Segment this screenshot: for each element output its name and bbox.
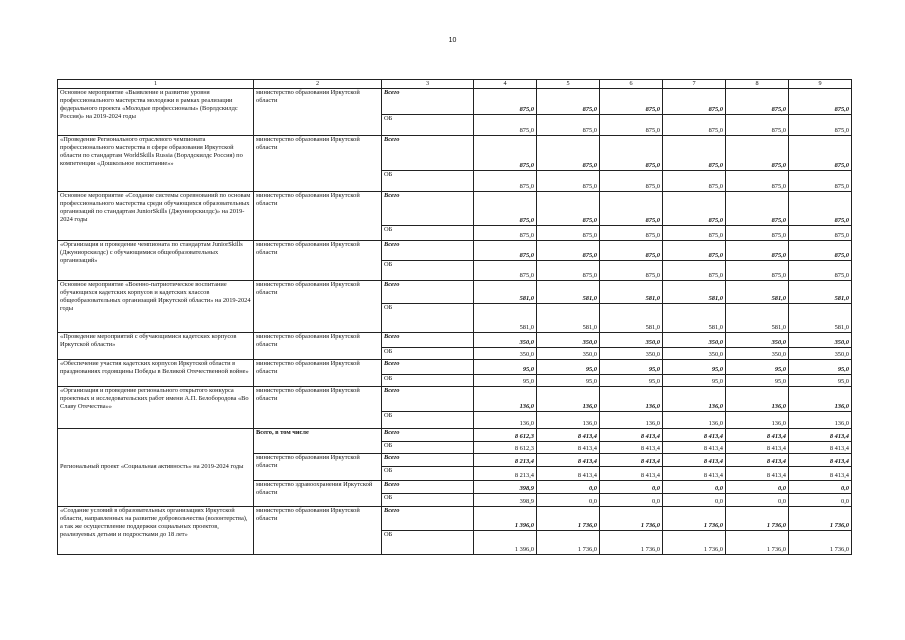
value-ob: 136,0 <box>474 411 537 428</box>
value-ob: 875,0 <box>663 225 726 240</box>
value-total: 136,0 <box>789 386 852 411</box>
value-total: 875,0 <box>726 191 789 225</box>
value-ob: 8 413,4 <box>663 441 726 453</box>
value-total: 8 413,4 <box>789 428 852 441</box>
value-total: 0,0 <box>789 480 852 493</box>
value-total: 875,0 <box>600 240 663 260</box>
value-ob: 875,0 <box>663 114 726 135</box>
value-ob: 875,0 <box>537 260 600 280</box>
funding-type-label: ОБ <box>382 260 474 280</box>
value-ob: 350,0 <box>537 347 600 359</box>
value-total: 875,0 <box>474 135 537 170</box>
value-ob: 875,0 <box>789 225 852 240</box>
funding-type-label: Всего <box>382 191 474 225</box>
value-ob: 350,0 <box>726 347 789 359</box>
value-total: 8 413,4 <box>726 428 789 441</box>
value-ob: 8 413,4 <box>537 466 600 480</box>
value-total: 8 413,4 <box>726 453 789 466</box>
funding-type-label: Всего <box>382 135 474 170</box>
funding-type-label: ОБ <box>382 441 474 453</box>
value-total: 1 736,0 <box>663 506 726 530</box>
value-total: 875,0 <box>726 240 789 260</box>
value-ob: 8 413,4 <box>537 441 600 453</box>
value-ob: 875,0 <box>474 170 537 191</box>
value-ob: 0,0 <box>726 493 789 506</box>
value-total: 8 413,4 <box>600 453 663 466</box>
value-total: 95,0 <box>537 359 600 374</box>
value-ob: 95,0 <box>600 374 663 386</box>
funding-type-label: Всего <box>382 480 474 493</box>
value-ob: 875,0 <box>600 114 663 135</box>
funding-type-label: ОБ <box>382 466 474 480</box>
value-ob: 875,0 <box>474 260 537 280</box>
executor: министерство образования Иркутской области <box>254 386 382 428</box>
value-total: 8 413,4 <box>537 428 600 441</box>
value-total: 95,0 <box>474 359 537 374</box>
value-ob: 95,0 <box>537 374 600 386</box>
funding-type-label: ОБ <box>382 347 474 359</box>
value-total: 875,0 <box>600 191 663 225</box>
funding-type-label: Всего <box>382 88 474 114</box>
value-total: 875,0 <box>789 191 852 225</box>
value-ob: 875,0 <box>474 225 537 240</box>
value-total: 0,0 <box>726 480 789 493</box>
value-ob: 581,0 <box>474 303 537 332</box>
funding-type-label: Всего <box>382 453 474 466</box>
executor: министерство образования Иркутской области <box>254 240 382 280</box>
column-header: 7 <box>663 80 726 89</box>
funding-type-label: Всего <box>382 280 474 303</box>
funding-type-label: Всего <box>382 359 474 374</box>
value-total: 0,0 <box>663 480 726 493</box>
value-ob: 875,0 <box>537 225 600 240</box>
executor: министерство образования Иркутской области <box>254 453 382 480</box>
executor: министерство образования Иркутской области <box>254 506 382 554</box>
funding-type-label: ОБ <box>382 374 474 386</box>
value-ob: 1 736,0 <box>726 530 789 554</box>
column-header: 9 <box>789 80 852 89</box>
column-header: 1 <box>58 80 254 89</box>
value-ob: 875,0 <box>537 170 600 191</box>
value-total: 581,0 <box>600 280 663 303</box>
value-total: 875,0 <box>663 191 726 225</box>
funding-type-label: Всего <box>382 428 474 441</box>
value-ob: 8 413,4 <box>789 441 852 453</box>
value-ob: 875,0 <box>537 114 600 135</box>
value-total: 95,0 <box>789 359 852 374</box>
value-ob: 1 736,0 <box>537 530 600 554</box>
value-total: 1 736,0 <box>789 506 852 530</box>
value-ob: 875,0 <box>663 260 726 280</box>
value-ob: 875,0 <box>726 225 789 240</box>
value-total: 581,0 <box>663 280 726 303</box>
value-ob: 8 213,4 <box>474 466 537 480</box>
value-ob: 0,0 <box>663 493 726 506</box>
value-total: 8 612,3 <box>474 428 537 441</box>
value-ob: 581,0 <box>789 303 852 332</box>
funding-type-label: ОБ <box>382 114 474 135</box>
value-ob: 136,0 <box>789 411 852 428</box>
value-ob: 875,0 <box>600 225 663 240</box>
value-total: 350,0 <box>600 332 663 347</box>
value-ob: 0,0 <box>537 493 600 506</box>
value-ob: 136,0 <box>600 411 663 428</box>
value-ob: 1 736,0 <box>789 530 852 554</box>
value-total: 8 213,4 <box>474 453 537 466</box>
value-total: 1 736,0 <box>600 506 663 530</box>
value-total: 136,0 <box>663 386 726 411</box>
value-total: 875,0 <box>663 240 726 260</box>
executor: министерство образования Иркутской области <box>254 332 382 359</box>
value-total: 136,0 <box>726 386 789 411</box>
value-ob: 350,0 <box>474 347 537 359</box>
value-total: 875,0 <box>537 135 600 170</box>
column-header: 3 <box>382 80 474 89</box>
page-number: 10 <box>448 37 457 44</box>
funding-type-label: ОБ <box>382 170 474 191</box>
value-total: 8 413,4 <box>600 428 663 441</box>
value-total: 581,0 <box>537 280 600 303</box>
value-ob: 875,0 <box>789 114 852 135</box>
value-total: 136,0 <box>600 386 663 411</box>
value-total: 0,0 <box>537 480 600 493</box>
value-ob: 1 736,0 <box>600 530 663 554</box>
value-ob: 136,0 <box>726 411 789 428</box>
value-ob: 0,0 <box>789 493 852 506</box>
budget-table <box>57 79 852 555</box>
value-ob: 875,0 <box>726 170 789 191</box>
value-ob: 95,0 <box>663 374 726 386</box>
value-total: 875,0 <box>537 240 600 260</box>
activity-name: «Организация и проведение регионального открытого конкурса проектных и исследовательских работ имени А.П. Белобородова «Во Славу Отечества»» <box>58 386 254 428</box>
value-ob: 581,0 <box>537 303 600 332</box>
column-header: 6 <box>600 80 663 89</box>
value-ob: 875,0 <box>663 170 726 191</box>
value-ob: 581,0 <box>600 303 663 332</box>
project-name: Региональный проект «Социальная активность» на 2019-2024 годы <box>58 428 254 506</box>
value-ob: 0,0 <box>600 493 663 506</box>
value-total: 398,9 <box>474 480 537 493</box>
activity-name: Основное мероприятие «Выявление и развитие уровня профессионального мастерства молодежи в рамках реализации федерального проекта «Молодые профессионалы» (Ворлдскилдс Россия)» на 2019-2024 годы <box>58 88 254 135</box>
value-ob: 8 413,4 <box>600 441 663 453</box>
activity-name: «Проведение Регионального отраслевого чемпионата профессионального мастерства в сфере образования Иркутской области по стандартам WorldSkills Russia (Ворлдскилдс Россия) по компетенции «Дошкольное воспитание»» <box>58 135 254 191</box>
value-ob: 875,0 <box>600 170 663 191</box>
value-total: 350,0 <box>726 332 789 347</box>
value-total: 1 396,0 <box>474 506 537 530</box>
value-ob: 398,9 <box>474 493 537 506</box>
executor: министерство образования Иркутской области <box>254 191 382 240</box>
column-header: 5 <box>537 80 600 89</box>
value-total: 875,0 <box>663 135 726 170</box>
value-total: 875,0 <box>789 88 852 114</box>
executor: министерство образования Иркутской области <box>254 135 382 191</box>
funding-type-label: ОБ <box>382 530 474 554</box>
value-total: 136,0 <box>537 386 600 411</box>
activity-name: «Обеспечение участия кадетских корпусов Иркутской области в празднованиях годовщины Победы в Великой Отечественной войне» <box>58 359 254 386</box>
value-total: 0,0 <box>600 480 663 493</box>
value-ob: 1 736,0 <box>663 530 726 554</box>
value-total: 875,0 <box>537 88 600 114</box>
value-total: 875,0 <box>474 240 537 260</box>
funding-type-label: Всего <box>382 506 474 530</box>
value-total: 875,0 <box>474 88 537 114</box>
value-ob: 581,0 <box>726 303 789 332</box>
funding-type-label: Всего <box>382 240 474 260</box>
value-total: 875,0 <box>789 135 852 170</box>
executor: министерство образования Иркутской области <box>254 88 382 135</box>
executor: министерство здравоохранения Иркутской области <box>254 480 382 506</box>
value-ob: 8 413,4 <box>789 466 852 480</box>
value-total: 350,0 <box>789 332 852 347</box>
value-ob: 875,0 <box>789 170 852 191</box>
value-ob: 8 413,4 <box>600 466 663 480</box>
value-ob: 136,0 <box>537 411 600 428</box>
funding-type-label: ОБ <box>382 303 474 332</box>
value-total: 1 736,0 <box>537 506 600 530</box>
funding-type-label: Всего <box>382 332 474 347</box>
value-ob: 350,0 <box>600 347 663 359</box>
value-total: 8 413,4 <box>663 453 726 466</box>
column-header: 2 <box>254 80 382 89</box>
value-total: 875,0 <box>726 88 789 114</box>
value-total: 875,0 <box>600 135 663 170</box>
funding-type-label: ОБ <box>382 411 474 428</box>
executor: министерство образования Иркутской области <box>254 359 382 386</box>
value-ob: 581,0 <box>663 303 726 332</box>
value-ob: 95,0 <box>726 374 789 386</box>
value-total: 875,0 <box>600 88 663 114</box>
value-total: 95,0 <box>663 359 726 374</box>
value-total: 350,0 <box>537 332 600 347</box>
funding-type-label: ОБ <box>382 225 474 240</box>
value-total: 875,0 <box>663 88 726 114</box>
value-ob: 95,0 <box>474 374 537 386</box>
value-ob: 350,0 <box>663 347 726 359</box>
value-total: 350,0 <box>663 332 726 347</box>
activity-name: Основное мероприятие «Военно-патриотическое воспитание обучающихся кадетских корпусов и кадетских классов общеобразовательных организаций Иркутской области» на 2019-2024 годы <box>58 280 254 332</box>
value-total: 581,0 <box>474 280 537 303</box>
value-ob: 136,0 <box>663 411 726 428</box>
value-ob: 8 413,4 <box>726 441 789 453</box>
value-total: 581,0 <box>726 280 789 303</box>
value-ob: 875,0 <box>726 260 789 280</box>
value-ob: 1 396,0 <box>474 530 537 554</box>
activity-name: Основное мероприятие «Создание системы соревнований по основам профессионального мастерства среди обучающихся образовательных организаций по стандартам JuniorSkills (Джуниорскилдс)» на 2019-2024 годы <box>58 191 254 240</box>
activity-name: «Создание условий в образовательных организациях Иркутской области, направленных на развитие добровольчества (волонтерства), а так же осуществление поддержки социальных проектов, реализуемых детьми и подростками до 18 лет» <box>58 506 254 554</box>
column-header: 8 <box>726 80 789 89</box>
value-total: 875,0 <box>537 191 600 225</box>
activity-name: «Проведение мероприятий с обучающимися кадетских корпусов Иркутской области» <box>58 332 254 359</box>
value-total: 8 413,4 <box>663 428 726 441</box>
value-ob: 875,0 <box>726 114 789 135</box>
value-ob: 8 612,3 <box>474 441 537 453</box>
value-total: 581,0 <box>789 280 852 303</box>
value-ob: 8 413,4 <box>726 466 789 480</box>
value-total: 136,0 <box>474 386 537 411</box>
funding-type-label: Всего <box>382 386 474 411</box>
value-total: 95,0 <box>600 359 663 374</box>
value-total: 875,0 <box>474 191 537 225</box>
value-total: 350,0 <box>474 332 537 347</box>
value-ob: 95,0 <box>789 374 852 386</box>
value-ob: 350,0 <box>789 347 852 359</box>
value-total: 875,0 <box>789 240 852 260</box>
value-ob: 875,0 <box>789 260 852 280</box>
executor: министерство образования Иркутской области <box>254 280 382 332</box>
value-total: 95,0 <box>726 359 789 374</box>
total-label: Всего, в том числе <box>254 428 382 453</box>
value-total: 8 413,4 <box>789 453 852 466</box>
value-total: 1 736,0 <box>726 506 789 530</box>
value-ob: 8 413,4 <box>663 466 726 480</box>
activity-name: «Организация и проведение чемпионата по стандартам JuniorSkills (Джуниорскилдс) с обучающимися общеобразовательных организаций» <box>58 240 254 280</box>
column-header: 4 <box>474 80 537 89</box>
funding-type-label: ОБ <box>382 493 474 506</box>
value-total: 8 413,4 <box>537 453 600 466</box>
value-ob: 875,0 <box>600 260 663 280</box>
value-total: 875,0 <box>726 135 789 170</box>
value-ob: 875,0 <box>474 114 537 135</box>
